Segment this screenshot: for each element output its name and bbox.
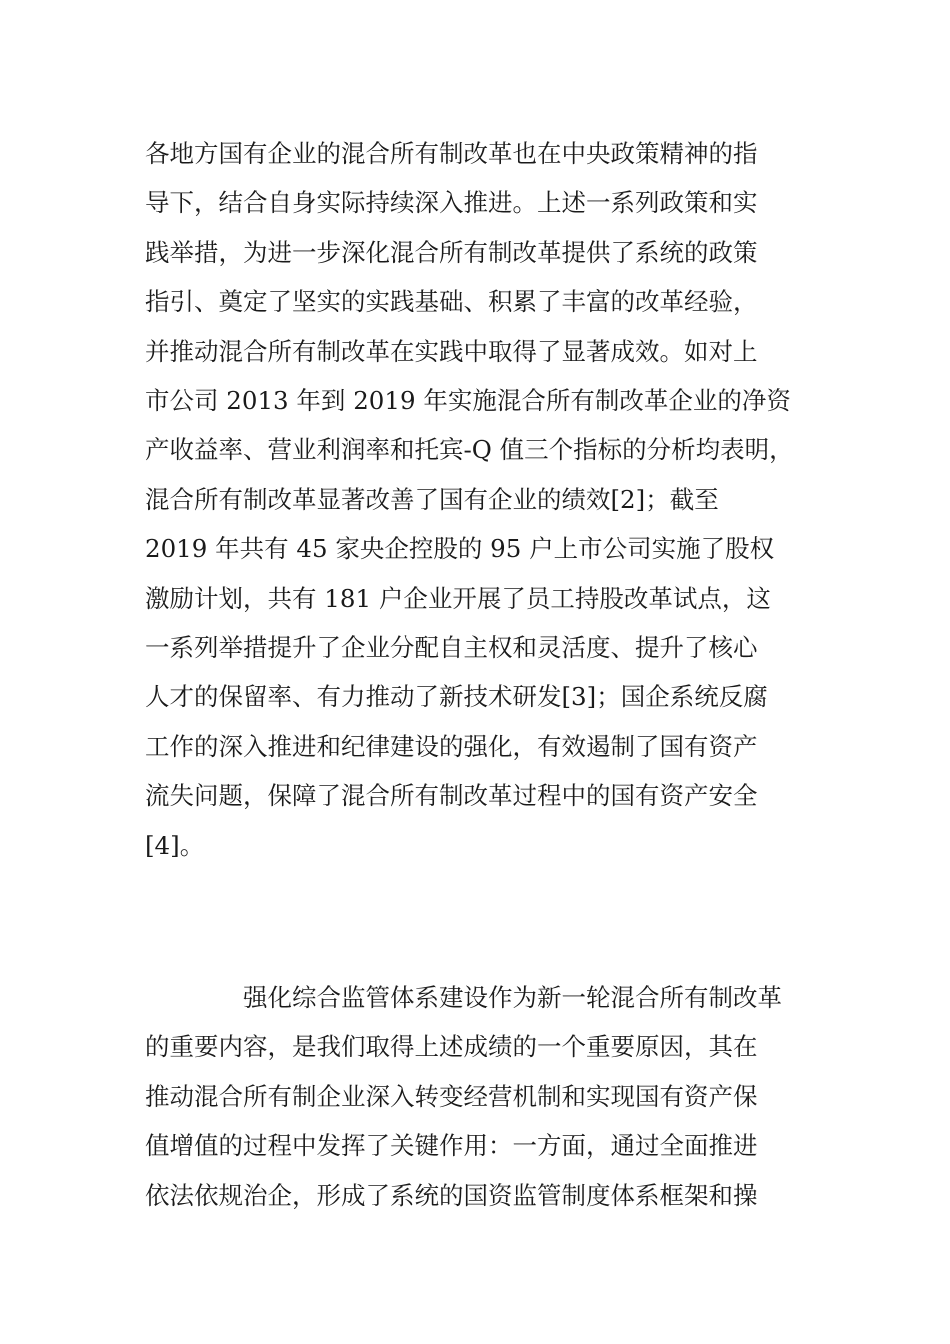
paragraph-line: 激励计划，共有 181 户企业开展了员工持股改革试点，这 bbox=[145, 583, 771, 613]
paragraph-2 bbox=[145, 973, 810, 1220]
paragraph-line: 依法依规治企，形成了系统的国资监管制度体系框架和操 bbox=[145, 1180, 758, 1210]
paragraph-line: 并推动混合所有制改革在实践中取得了显著成效。如对上 bbox=[145, 336, 758, 366]
paragraph-line: 强化综合监管体系建设作为新一轮混合所有制改革 bbox=[243, 983, 782, 1012]
paragraph-line: 践举措，为进一步深化混合所有制改革提供了系统的政策 bbox=[145, 237, 758, 267]
paragraph-line: 产收益率、营业利润率和托宾-Q 值三个指标的分析均表明， bbox=[145, 435, 794, 465]
paragraph-line: 混合所有制改革显著改善了国有企业的绩效[2]；截至 bbox=[145, 484, 719, 514]
paragraph-line: 2019 年共有 45 家央企控股的 95 户上市公司实施了股权 bbox=[145, 534, 775, 564]
paragraph-line: 流失问题，保障了混合所有制改革过程中的国有资产安全 bbox=[145, 781, 758, 811]
paragraph-line: 工作的深入推进和纪律建设的强化，有效遏制了国有资产 bbox=[145, 731, 758, 761]
paragraph-line: 指引、奠定了坚实的实践基础、积累了丰富的改革经验， bbox=[145, 287, 758, 317]
paragraph-line: 市公司 2013 年到 2019 年实施混合所有制改革企业的净资 bbox=[145, 386, 791, 416]
paragraph-line: 各地方国有企业的混合所有制改革也在中央政策精神的指 bbox=[145, 139, 758, 168]
paragraph-line: 人才的保留率、有力推动了新技术研发[3]；国企系统反腐 bbox=[145, 682, 768, 712]
paragraph-line: 导下，结合自身实际持续深入推进。上述一系列政策和实 bbox=[145, 188, 758, 218]
paragraph-line: 的重要内容，是我们取得上述成绩的一个重要原因，其在 bbox=[145, 1032, 758, 1062]
paragraph-line: 值增值的过程中发挥了关键作用：一方面，通过全面推进 bbox=[145, 1131, 758, 1161]
paragraph-line: [4]。 bbox=[145, 830, 205, 860]
paragraph-line: 推动混合所有制企业深入转变经营机制和实现国有资产保 bbox=[145, 1081, 758, 1111]
paragraph-1 bbox=[145, 129, 810, 870]
paragraph-line: 一系列举措提升了企业分配自主权和灵活度、提升了核心 bbox=[145, 633, 758, 663]
